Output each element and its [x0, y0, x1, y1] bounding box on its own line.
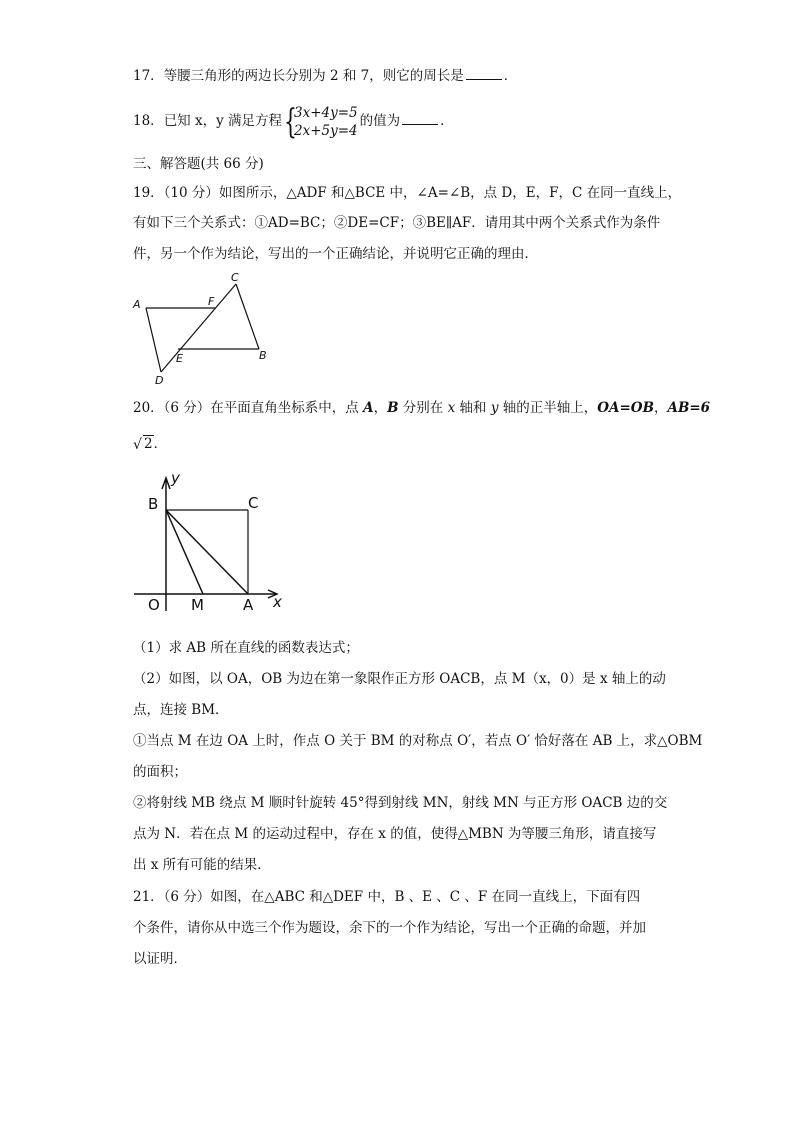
q20-part-3-line-1: ①当点 M 在边 OA 上时，作点 O 关于 BM 的对称点 O′，若点 O′ 恰好落在 AB 上，求△OBM: [133, 733, 703, 749]
q17-answer-blank: [466, 67, 502, 80]
label-B: B: [259, 349, 267, 362]
label-O: O: [148, 596, 160, 614]
q20-end: ．: [153, 436, 168, 452]
q18-text-after: 的值为: [359, 113, 401, 129]
q19-line-3: 件，另一个作为结论，写出的一个正确结论，并说明它正确的理由．: [133, 246, 538, 262]
q20-point-B: B: [387, 400, 399, 416]
brace-symbol: {: [284, 101, 297, 142]
q20-part-2-line-1: （2）如图，以 OA，OB 为边在第一象限作正方形 OACB，点 M（x，0）是 x 轴上的动: [133, 671, 666, 687]
q21-line-3: 以证明．: [133, 951, 187, 967]
q20-line-1: [133, 398, 710, 418]
q20-line-2: [133, 434, 167, 454]
axis-label-x: x: [273, 593, 282, 611]
q19-figure: [128, 268, 278, 388]
q20-part-4-line-3: 出 x 所有可能的结果．: [133, 857, 271, 873]
label-D: D: [155, 374, 164, 387]
label-C: C: [231, 271, 239, 284]
label-A: A: [133, 298, 141, 311]
axis-label-y: y: [171, 469, 180, 487]
q21-line-2: 个条件，请你从中选三个作为题设，余下的一个作为结论，写出一个正确的命题，并加: [133, 920, 646, 936]
sqrt-value: 2: [144, 436, 153, 452]
question-18: [133, 100, 454, 142]
q21-line-1: 21．（6 分）如图，在△ABC 和△DEF 中，B 、E 、C 、F 在同一直线上，下面有四: [133, 889, 641, 905]
q17-number: 17．: [133, 68, 164, 84]
q20-part-1: （1）求 AB 所在直线的函数表达式；: [133, 640, 359, 656]
question-17: [133, 66, 517, 86]
section-header: 三、解答题(共 66 分): [133, 156, 264, 172]
label-F: F: [208, 295, 215, 308]
q20-part-4-line-1: ②将射线 MB 绕点 M 顺时针旋转 45°得到射线 MN，射线 MN 与正方形 OACB 边的交: [133, 795, 668, 811]
equation-1: 3x+4y=5: [294, 104, 358, 121]
q18-period: ．: [440, 113, 454, 129]
equation-2: 2x+5y=4: [294, 122, 358, 139]
label-M: M: [191, 596, 204, 614]
q20-point-A: A: [363, 400, 374, 416]
q20-part-3-line-2: 的面积；: [133, 764, 187, 780]
q20-sep2: ，: [653, 400, 668, 416]
q20-text-g: 轴和: [455, 400, 491, 416]
q20-y: y: [490, 400, 499, 416]
q19-line-1: 19．（10 分）如图所示，△ADF 和△BCE 中，∠A=∠B，点 D，E，F，C 在同一直线上，: [133, 185, 682, 201]
q18-number: 18．: [133, 113, 164, 129]
equation-system: [284, 101, 358, 142]
label-B: B: [148, 495, 159, 513]
label-A: A: [243, 596, 254, 614]
q20-part-4-line-2: 点为 N．若在点 M 的运动过程中，存在 x 的值，使得△MBN 为等腰三角形，请直接写: [133, 826, 657, 842]
q20-x: x: [447, 400, 456, 416]
sqrt-symbol: √ 2: [133, 436, 153, 453]
q18-answer-blank: [402, 112, 438, 125]
q20-ab: AB=6: [667, 400, 711, 416]
q20-text-i: 轴的正半轴上，: [498, 400, 598, 416]
q20-figure: [128, 466, 298, 616]
q17-text: 等腰三角形的两边长分别为 2 和 7，则它的周长是: [163, 68, 464, 84]
label-C: C: [248, 494, 259, 512]
q17-period: ．: [503, 68, 518, 84]
q19-line-2: 有如下三个关系式：①AD=BC；②DE=CF；③BE∥AF．请用其中两个关系式作为条件: [133, 215, 661, 231]
q20-text-a: 20．（6 分）在平面直角坐标系中，点: [133, 400, 364, 416]
q20-oa-ob: OA=OB: [597, 400, 654, 416]
q20-text-e: 分别在: [398, 400, 448, 416]
q20-part-2-line-2: 点，连接 BM．: [133, 702, 229, 718]
q20-sep: ，: [373, 400, 388, 416]
q18-text: 已知 x，y 满足方程: [163, 113, 283, 129]
label-E: E: [176, 352, 183, 365]
